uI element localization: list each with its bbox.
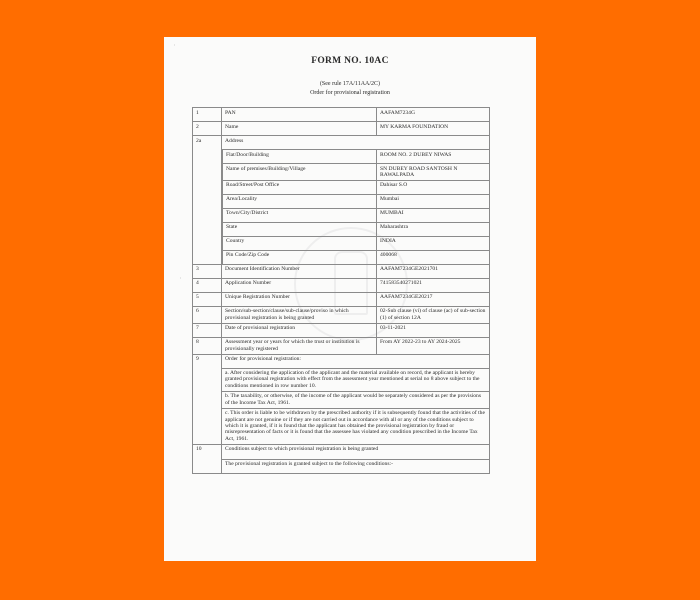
address-label: Name of premises/Building/Village — [223, 164, 377, 181]
row-label: Conditions subject to which provisional registration is being granted — [222, 444, 490, 459]
order-clause-b: b. The taxability, or otherwise, of the income of the applicant would be separately considered as per the provisions of the Income Tax Act, 1961. — [222, 391, 490, 408]
address-label: Town/City/District — [223, 208, 377, 222]
row-number: 10 — [193, 444, 222, 473]
row-value: From AY 2022-23 to AY 2024-2025 — [377, 337, 490, 354]
table-row — [193, 108, 490, 122]
row-value: 741583540271021 — [377, 278, 490, 292]
row-number: 6 — [193, 306, 222, 323]
row-label: Application Number — [222, 278, 377, 292]
address-value: Dahisar S.O — [377, 180, 490, 194]
address-value: SN DUBEY ROAD SANTOSH N RAWALPADA — [377, 164, 490, 181]
table-row — [193, 194, 490, 208]
order-clause-c: c. This order is liable to be withdrawn by the prescribed authority if it is subsequently found that the activities of the applicant are not genuine or if they are not carried out in accordance with all or any of the conditions subject to which it is granted, if it is found that the applicant has obtained the provisional registration by fraud or misrepresentation of facts or it is found that the assessee has violated any condition prescribed in the Income Tax Act, 1961. — [222, 408, 490, 444]
scan-mark: ' — [180, 278, 181, 283]
form-title: FORM NO. 10AC — [311, 56, 389, 66]
row-number: 7 — [193, 323, 222, 337]
table-row — [193, 264, 490, 278]
form-document — [164, 37, 536, 561]
table-row — [193, 459, 490, 473]
address-value: ROOM NO. 2 DUBEY NIWAS — [377, 150, 490, 164]
row-number: 9 — [193, 354, 222, 444]
scan-mark: ' — [174, 45, 175, 50]
table-row — [193, 292, 490, 306]
table-row — [193, 391, 490, 408]
row-value: 02-Sub clause (vi) of clause (ac) of sub-section (1) of section 12A — [377, 306, 490, 323]
address-value: INDIA — [377, 236, 490, 250]
table-row — [193, 354, 490, 368]
form-rule: (See rule 17A/11AA/2C) — [319, 81, 381, 87]
table-row — [193, 306, 490, 323]
row-label: PAN — [222, 108, 377, 122]
row-value: AAFAM7234GE2021701 — [377, 264, 490, 278]
table-row — [193, 278, 490, 292]
table-row — [193, 323, 490, 337]
row-label: Assessment year or years for which the trust or institution is provisionally registered — [222, 337, 377, 354]
row-number: 8 — [193, 337, 222, 354]
row-label: Section/sub-section/clause/sub-clause/proviso in which provisional registration is being granted — [222, 306, 377, 323]
address-label: Flat/Door/Building — [223, 150, 377, 164]
row-label: Date of provisional registration — [222, 323, 377, 337]
table-row — [193, 250, 490, 264]
row-label: Address — [222, 136, 490, 150]
registration-table — [192, 107, 490, 474]
address-value: 400068 — [377, 250, 490, 264]
table-row — [193, 236, 490, 250]
table-row — [193, 136, 490, 150]
order-clause-a: a. After considering the application of the applicant and the material available on record, the applicant is hereby granted provisional registration with effect from the assessment year mentioned at serial no 8 above subject to the conditions mentioned in row number 10. — [222, 368, 490, 391]
form-subtitle: Order for provisional registration — [310, 90, 390, 96]
row-number: 4 — [193, 278, 222, 292]
row-value: AAFAM7234GE20217 — [377, 292, 490, 306]
address-label: Country — [223, 236, 377, 250]
row-label: Document Identification Number — [222, 264, 377, 278]
row-label: Unique Registration Number — [222, 292, 377, 306]
table-row — [193, 368, 490, 391]
row-number: 5 — [193, 292, 222, 306]
conditions-text: The provisional registration is granted subject to the following conditions:- — [222, 459, 490, 473]
row-value: 03-11-2021 — [377, 323, 490, 337]
address-label: Area/Locality — [223, 194, 377, 208]
row-label: Order for provisional registration: — [222, 354, 490, 368]
address-value: MUMBAI — [377, 208, 490, 222]
address-label: Road/Street/Post Office — [223, 180, 377, 194]
table-row — [193, 208, 490, 222]
table-row — [193, 408, 490, 444]
row-label: Name — [222, 122, 377, 136]
row-value: AAFAM7234G — [377, 108, 490, 122]
row-number: 2 — [193, 122, 222, 136]
row-number: 3 — [193, 264, 222, 278]
table-row — [193, 164, 490, 181]
row-value: MY KARMA FOUNDATION — [377, 122, 490, 136]
table-row — [193, 150, 490, 164]
table-row — [193, 180, 490, 194]
table-row — [193, 222, 490, 236]
table-row — [193, 444, 490, 459]
table-row — [193, 122, 490, 136]
address-value: Maharashtra — [377, 222, 490, 236]
address-label: State — [223, 222, 377, 236]
row-number: 1 — [193, 108, 222, 122]
table-row — [193, 337, 490, 354]
address-value: Mumbai — [377, 194, 490, 208]
row-number: 2a — [193, 136, 222, 265]
address-label: Pin Code/Zip Code — [223, 250, 377, 264]
